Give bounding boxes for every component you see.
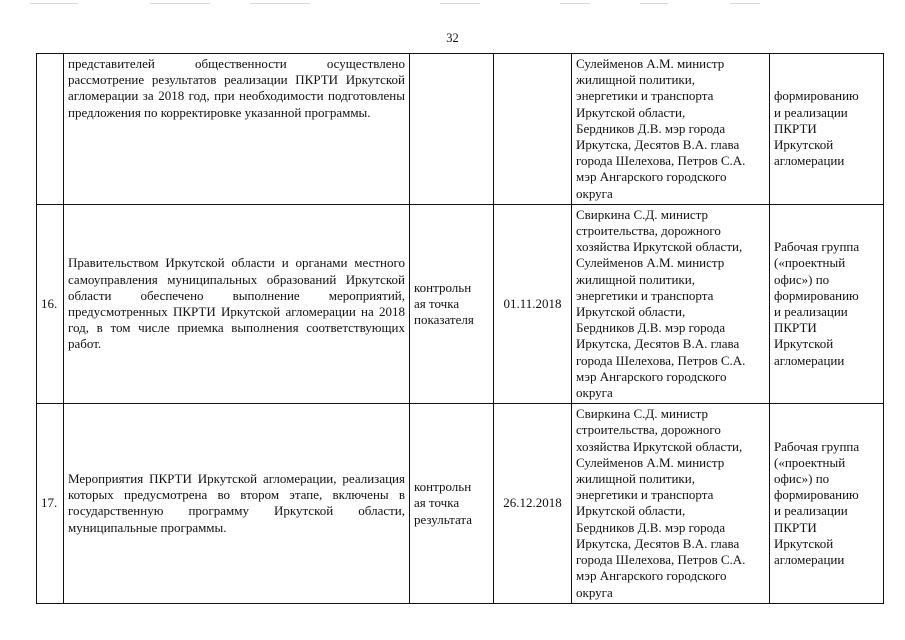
activity-table	[36, 53, 884, 604]
executor-group: Рабочая группа («проектный офис») по формированию и реализации ПКРТИ Иркутской агломерации	[770, 404, 884, 603]
scan-edge-mark	[150, 3, 210, 4]
table-row	[37, 404, 884, 603]
responsible-persons: Свиркина С.Д. министр строительства, дорожного хозяйства Иркутской области, Сулейменов А.М. министр жилищной политики, энергетики и транспорта Иркутской области, Бердников Д.В. мэр города Иркутска, Десятов В.А. глава города Шелехова, Петров С.А. мэр Ангарского городского округа	[572, 404, 770, 603]
executor-group: формированию и реализации ПКРТИ Иркутской агломерации	[770, 54, 884, 205]
row-number: 16.	[37, 204, 64, 403]
deadline-date: 01.11.2018	[494, 204, 572, 403]
scan-edge-mark	[560, 3, 590, 4]
page-number: 32	[446, 31, 459, 45]
row-number: 17.	[37, 404, 64, 603]
scan-edge-mark	[730, 3, 760, 4]
deadline-date: 26.12.2018	[494, 404, 572, 603]
checkpoint-type: контрольн ая точка показателя	[410, 204, 494, 403]
task-description: представителей общественности осуществлено рассмотрение результатов реализации ПКРТИ Иркутской агломерации за 2018 год, при необходимости подготовлены предложения по корректировке указанной программы.	[64, 54, 410, 205]
scan-edge-mark	[250, 3, 310, 4]
deadline-date	[494, 54, 572, 205]
scan-edge-mark	[640, 3, 668, 4]
responsible-persons: Сулейменов А.М. министр жилищной политики, энергетики и транспорта Иркутской области, Бердников Д.В. мэр города Иркутска, Десятов В.А. глава города Шелехова, Петров С.А. мэр Ангарского городского округа	[572, 54, 770, 205]
responsible-persons: Свиркина С.Д. министр строительства, дорожного хозяйства Иркутской области, Сулейменов А.М. министр жилищной политики, энергетики и транспорта Иркутской области, Бердников Д.В. мэр города Иркутска, Десятов В.А. глава города Шелехова, Петров С.А. мэр Ангарского городского округа	[572, 204, 770, 403]
row-number	[37, 54, 64, 205]
table-row	[37, 54, 884, 205]
task-description: Мероприятия ПКРТИ Иркутской агломерации, реализация которых предусмотрена во втором этапе, включены в государственную программу Иркутской области, муниципальные программы.	[64, 404, 410, 603]
scan-edge-mark	[440, 3, 480, 4]
checkpoint-type	[410, 54, 494, 205]
checkpoint-type: контрольн ая точка результата	[410, 404, 494, 603]
table-row	[37, 204, 884, 403]
executor-group: Рабочая группа («проектный офис») по формированию и реализации ПКРТИ Иркутской агломерации	[770, 204, 884, 403]
task-description: Правительством Иркутской области и органами местного самоуправления муниципальных образований Иркутской области обеспечено выполнение мероприятий, предусмотренных ПКРТИ Иркутской агломерации на 2018 год, в том числе приемка выполнения соответствующих работ.	[64, 204, 410, 403]
scan-edge-mark	[30, 3, 78, 4]
